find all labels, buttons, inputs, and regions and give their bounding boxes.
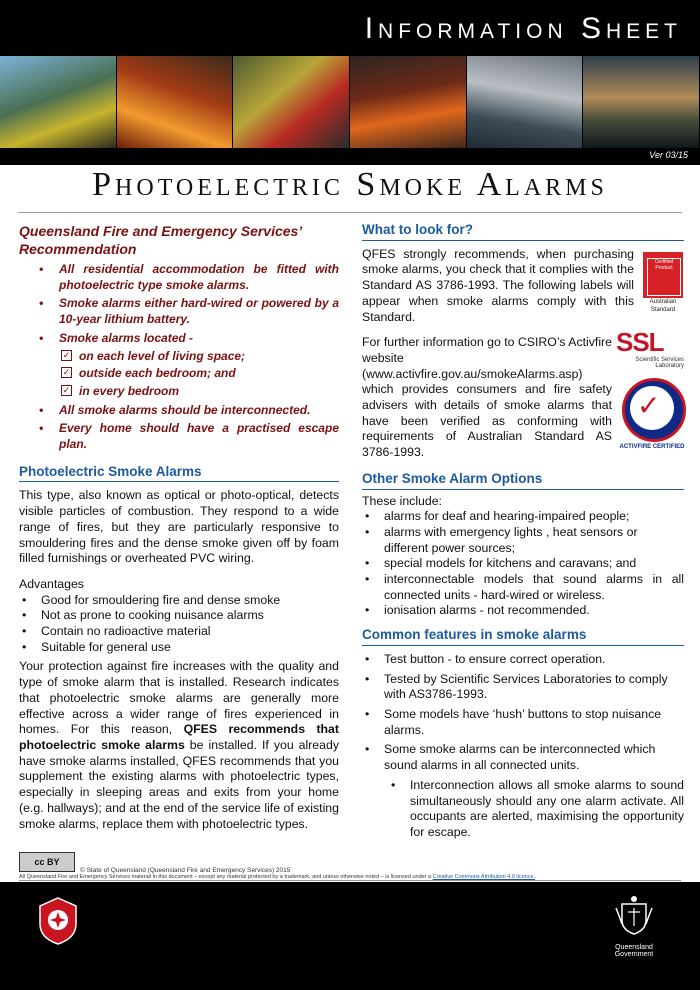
photoelectric-heading: Photoelectric Smoke Alarms <box>19 464 339 483</box>
recommendation-list <box>19 262 339 453</box>
photoelectric-intro: This type, also known as optical or photo-optical, detects visible particles of combustion. They respond to a wide range of fires, but they are particularly responsive to smouldering fires and the dense smoke given off by foam filled furnishings or overheated PVC wiring. <box>19 488 339 566</box>
checkmark-icon: ✓ <box>637 390 661 421</box>
ssl-logo-caption: Scientific Services Laboratory <box>635 357 684 369</box>
list-item: • interconnectable models that sound alarms in all connected units - hard-wired or wireless. <box>365 572 684 602</box>
ssl-logo: SSL <box>616 327 664 357</box>
what-to-look-for-heading: What to look for? <box>362 222 684 241</box>
list-item: • Tested by Scientific Services Laboratories to comply with AS3786-1993. <box>365 671 668 702</box>
list-item: • Test button - to ensure correct operation. <box>365 651 606 666</box>
photo-firefighters-1 <box>0 56 117 148</box>
copyright-text: © State of Queensland (Queensland Fire and Emergency Services) 2015 <box>80 867 291 874</box>
list-item: • Every home should have a practised escape plan. <box>39 421 339 452</box>
list-item: • alarms for deaf and hearing-impaired people; <box>365 509 630 524</box>
photo-fire-1 <box>117 56 234 148</box>
footer-bar <box>0 882 700 990</box>
photo-firefighter-3 <box>583 56 700 148</box>
header-title: Information Sheet <box>364 12 682 45</box>
coat-of-arms-icon <box>614 894 654 938</box>
header-banner <box>0 0 700 165</box>
list-item: • Some smoke alarms can be interconnected which sound alarms in all connected units. • Interconnection allows all smoke alarms to sound simultaneously should any one alarm activate. All occupants are alerted, maximising the opportunity for escape. <box>365 742 684 839</box>
list-item: • Some models have ‘hush’ buttons to stop nuisance alarms. <box>365 706 662 737</box>
list-item: ✓ in every bedroom <box>62 383 180 398</box>
activfire-logo-caption: ACTIVFIRE CERTIFIED <box>619 444 685 450</box>
list-item: ✓ on each level of living space; <box>62 348 246 363</box>
checkbox-icon: ✓ <box>62 349 71 360</box>
list-item: • All residential accommodation be fitted with photoelectric type smoke alarms. <box>39 262 339 292</box>
list-item: • Contain no radioactive material <box>22 624 211 639</box>
location-sublist <box>59 349 339 400</box>
advantages-list <box>19 593 339 656</box>
footer-divider <box>19 880 681 881</box>
title-divider <box>18 212 682 213</box>
license-link[interactable]: Creative Commons Attribution 4.0 licence. <box>432 874 536 880</box>
photo-bushfire <box>350 56 467 148</box>
look-for-para1: QFES strongly recommends, when purchasing smoke alarms, you check that it complies with the Standard AS 3786-1993. The following labels will appear when smoke alarms comply with this Standard. <box>362 246 634 324</box>
list-item: • special models for kitchens and caravans; and <box>365 556 637 571</box>
license-text: All Queensland Fire and Emergency Services material in this document – except any material protected by a trademark, and unless otherwise noted – is licensed under a Creative Commons Attribution 4.0 licence. <box>19 874 536 880</box>
list-item: ✓ outside each bedroom; and <box>62 366 236 381</box>
photo-water-rescue <box>467 56 584 148</box>
list-item: • ionisation alarms - not recommended. <box>365 603 590 618</box>
creative-commons-badge: cc BY <box>19 852 75 872</box>
common-features-list <box>362 652 684 841</box>
protection-paragraph: Your protection against fire increases with the quality and type of smoke alarm that is installed. Research indicates that photoelectric smoke alarms are generally more effective across a wider range of fires experienced in homes. For this reason, QFES recommends that photoelectric smoke alarms be installed. If you already have smoke alarms installed, QFES recommends that you supplement the existing alarms with photoelectric types, especially in sleeping areas and exits from your home (e.g. hallways); and at the end of the service life of existing smoke alarms, replace them with photoelectric types. <box>19 659 339 831</box>
checkbox-icon: ✓ <box>62 367 71 378</box>
other-options-heading: Other Smoke Alarm Options <box>362 471 684 490</box>
version-label: Ver 03/15 <box>649 150 688 160</box>
list-item: • All smoke alarms should be interconnected. <box>39 402 311 417</box>
look-for-para2: For further information go to CSIRO’s Activfire website (www.activfire.gov.au/smokeAlarms.asp) which provides consumers and fire safety advisers with details of smoke alarms that have been verified as conforming with requirements of Australian Standard AS 3786-1993. <box>362 335 612 460</box>
other-options-intro: These include: <box>362 493 442 508</box>
list-item: • Smoke alarms located - ✓ on each level of living space; ✓ outside each bedroom; and ✓ in every bedroom <box>37 331 339 400</box>
photo-strip <box>0 56 700 148</box>
interconnection-sublist <box>388 778 684 841</box>
right-column <box>362 222 684 845</box>
queensland-government-logo: Queensland Government <box>606 894 662 964</box>
common-features-heading: Common features in smoke alarms <box>362 627 684 646</box>
activfire-logo <box>622 378 686 442</box>
photo-firefighters-2 <box>233 56 350 148</box>
list-item: • Good for smouldering fire and dense smoke <box>22 592 281 607</box>
checkbox-icon: ✓ <box>62 384 71 395</box>
document-title: Photoelectric Smoke Alarms <box>92 166 608 203</box>
recommendation-heading: Queensland Fire and Emergency Services’ Recommendation <box>19 223 302 257</box>
list-item: • Smoke alarms either hard-wired or powered by a 10-year lithium battery. <box>39 296 339 327</box>
list-item: • alarms with emergency lights , heat sensors or different power sources; <box>365 524 638 555</box>
left-column <box>19 222 339 832</box>
other-options-list <box>362 509 684 619</box>
list-item: • Suitable for general use <box>22 639 171 654</box>
certified-product-logo: Certified Product Australian Standard <box>643 252 683 314</box>
qfes-logo <box>36 896 80 946</box>
list-item: • Not as prone to cooking nuisance alarms <box>22 608 264 623</box>
advantages-label: Advantages <box>19 576 84 591</box>
list-item: • Interconnection allows all smoke alarms to sound simultaneously should any one alarm activate. All occupants are alerted, maximising the opportunity for escape. <box>391 777 684 839</box>
